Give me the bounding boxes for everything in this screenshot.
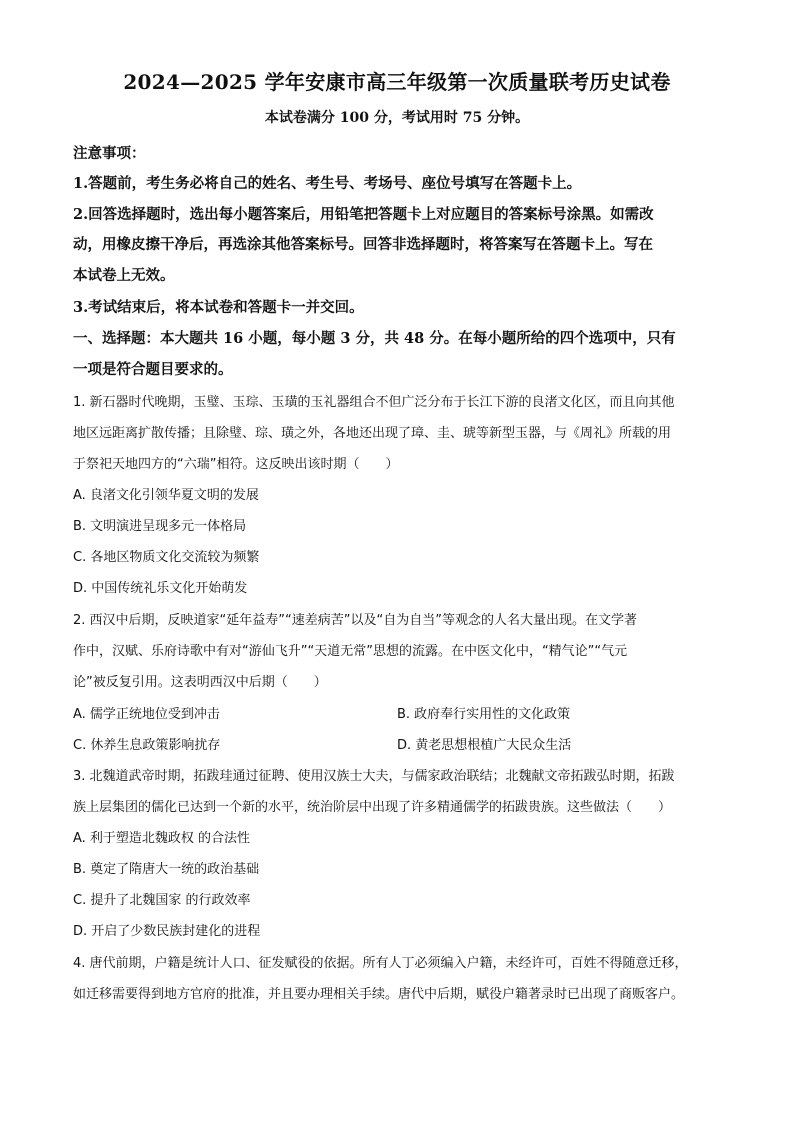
question-2-option-b: B. 政府奉行实用性的文化政策 xyxy=(397,707,571,722)
question-3-option-a: A. 利于塑造北魏政权 的合法性 xyxy=(73,831,251,846)
section-heading: 一、选择题：本大题共 16 小题，每小题 3 分，共 48 分。在每小题所给的四个选项中，只有 xyxy=(73,330,676,347)
question-2-option-d: D. 黄老思想根植广大民众生活 xyxy=(397,738,572,753)
question-2-stem: 作中，汉赋、乐府诗歌中有对“游仙飞升”“天道无常”思想的流露。在中医文化中，“精气论”“气元 xyxy=(73,644,628,659)
notes-line: 3.考试结束后，将本试卷和答题卡一并交回。 xyxy=(73,299,364,316)
question-3-option-c: C. 提升了北魏国家 的行政效率 xyxy=(73,893,251,908)
question-4-stem: 如迁移需要得到地方官府的批准，并且要办理相关手续。唐代中后期，赋役户籍著录时已出现了商贩客户。 xyxy=(73,987,685,1002)
question-1-option-c: C. 各地区物质文化交流较为频繁 xyxy=(73,550,260,565)
question-1-stem: 1. 新石器时代晚期，玉璧、玉琮、玉璜的玉礼器组合不但广泛分布于长江下游的良渚文化区，而且向其他 xyxy=(73,395,675,410)
notes-line: 本试卷上无效。 xyxy=(73,267,175,284)
question-3-stem: 族上层集团的儒化已达到一个新的水平，统治阶层中出现了许多精通儒学的拓跋贵族。这些做法（ ） xyxy=(73,800,672,815)
question-1-stem: 于祭祀天地四方的“六瑞”相符。这反映出该时期（ ） xyxy=(73,457,399,472)
question-3-option-d: D. 开启了少数民族封建化的进程 xyxy=(73,924,261,939)
question-2-option-a: A. 儒学正统地位受到冲击 xyxy=(73,707,220,722)
question-2-option-c: C. 休养生息政策影响扰存 xyxy=(73,738,221,753)
exam-subtitle: 本试卷满分 100 分，考试用时 75 分钟。 xyxy=(264,110,530,126)
notes-line: 2.回答选择题时，选出每小题答案后，用铅笔把答题卡上对应题目的答案标号涂黑。如需改 xyxy=(73,206,654,223)
question-1-option-a: A. 良渚文化引领华夏文明的发展 xyxy=(73,488,259,503)
question-2-stem: 论”被反复引用。这表明西汉中后期（ ） xyxy=(73,675,327,690)
question-1-stem: 地区远距离扩散传播；且除璧、琮、璜之外，各地还出现了璋、圭、琥等新型玉器，与《周礼》所载的用 xyxy=(73,426,672,441)
question-3-stem: 3. 北魏道武帝时期，拓跋珪通过征聘、使用汉族士大夫，与儒家政治联结；北魏献文帝拓跋弘时期，拓跋 xyxy=(73,769,675,784)
exam-title: 2024—2025 学年安康市高三年级第一次质量联考历史试卷 xyxy=(123,70,671,94)
question-3-option-b: B. 奠定了隋唐大一统的政治基础 xyxy=(73,862,260,877)
question-4-stem: 4. 唐代前期，户籍是统计人口、征发赋役的依据。所有人丁必须编入户籍，未经许可，百姓不得随意迁移， xyxy=(73,956,688,971)
notes-line: 1.答题前，考生务必将自己的姓名、考生号、考场号、座位号填写在答题卡上。 xyxy=(73,175,582,192)
question-2-stem: 2. 西汉中后期，反映道家“延年益寿”“速差病苦”以及“自为自当”等观念的人名大量出现。在文学著 xyxy=(73,613,637,628)
section-heading: 一项是符合题目要求的。 xyxy=(73,361,233,378)
notes-line: 动，用橡皮擦干净后，再选涂其他答案标号。回答非选择题时，将答案写在答题卡上。写在 xyxy=(73,236,653,253)
question-1-option-d: D. 中国传统礼乐文化开始萌发 xyxy=(73,581,248,596)
question-1-option-b: B. 文明演进呈现多元一体格局 xyxy=(73,519,247,534)
notes-heading: 注意事项： xyxy=(73,145,146,162)
